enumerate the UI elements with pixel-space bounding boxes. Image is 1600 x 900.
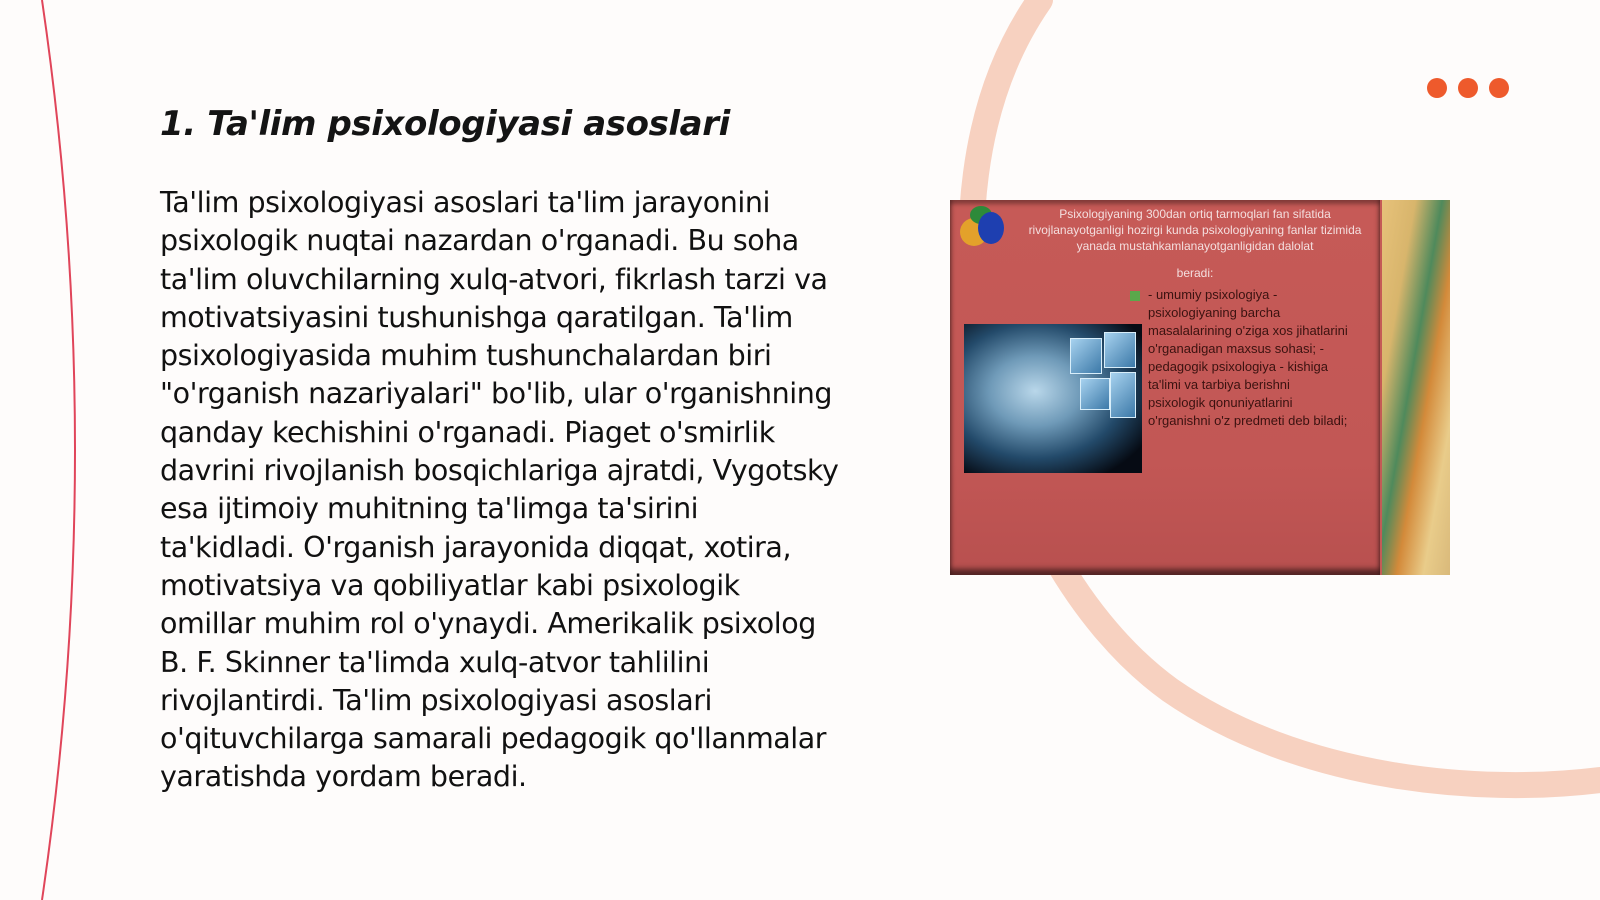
left-accent-line [42,0,75,900]
dot [1427,78,1447,98]
dot [1458,78,1478,98]
embedded-slide-side-panel [1382,200,1450,575]
more-dots-icon [1427,78,1509,98]
bullet-icon [1130,291,1140,301]
embedded-slide-heading: Psixologiyaning 300dan ortiq tarmoqlari fan sifatida rivojlanayotganligi hozirgi kunda psixologiyaning fanlar tizimida yanada mustahkamlanayotganligidan dalolat [1028,207,1362,253]
embedded-slide-list: - umumiy psixologiya - psixologiyaning barcha masalalarining o'ziga xos jihatlarini o'rganadigan maxsus sohasi; - pedagogik psixologiya - kishiga ta'limi va tarbiya berishni psixologik qonuniyatlarini o'rganishni o'z predmeti deb biladi; [1148,287,1348,428]
embedded-slide-main [950,200,1380,575]
slide-title: 1. Ta'lim psixologiyasi asoslari [160,104,730,144]
head-photo [964,324,1142,473]
logo-icon [956,206,1012,250]
slide-body-text: Ta'lim psixologiyasi asoslari ta'lim jarayonini psixologik nuqtai nazardan o'rganadi. Bu soha ta'lim oluvchilarning xulq-atvori, fikrlash tarzi va motivatsiyasini tushunishga qaratilgan. Ta'lim psixologiyasida muhim tushunchalardan biri "o'rganish nazariyalari" bo'lib, ular o'rganishning qanday kechishini o'rganadi. Piaget o'smirlik davrini rivojlanish bosqichlariga ajratdi, Vygotsky esa ijtimoiy muhitning ta'limga ta'sirini ta'kidladi. O'rganish jarayonida diqqat, xotira, motivatsiya va qobiliyatlar kabi psixologik omillar muhim rol o'ynaydi. Amerikalik psixolog B. F. Skinner ta'limda xulq-atvor tahlilini rivojlantirdi. Ta'lim psixologiyasi asoslari o'qituvchilarga samarali pedagogik qo'llanmalar yaratishda yordam beradi. [160,186,839,794]
screens-icon [1070,332,1136,432]
embedded-slide-image [950,200,1450,575]
embedded-slide-subheading: beradi: [1176,266,1214,280]
dot [1489,78,1509,98]
